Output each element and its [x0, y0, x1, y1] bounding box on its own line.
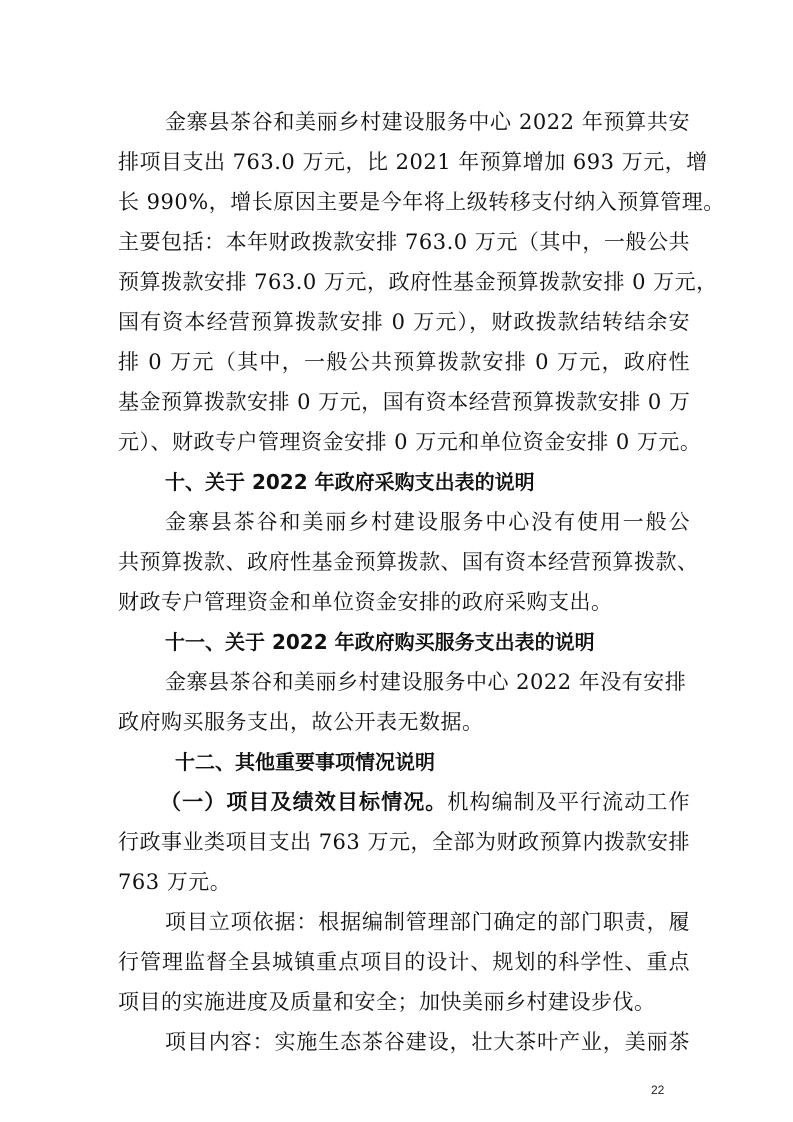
paragraph-line: 主要包括：本年财政拨款安排 763.0 万元（其中，一般公共: [118, 230, 690, 254]
paragraph-line: 基金预算拨款安排 0 万元，国有资本经营预算拨款安排 0 万: [118, 390, 691, 414]
paragraph-line: 排项目支出 763.0 万元，比 2021 年预算增加 693 万元，增: [118, 150, 708, 174]
subsection-text: 机构编制及平行流动工作: [447, 790, 691, 814]
paragraph-line: 金寨县茶谷和美丽乡村建设服务中心 2022 年没有安排: [165, 670, 687, 694]
paragraph-line: 项目内容：实施生态茶谷建设，壮大茶叶产业，美丽茶: [165, 1030, 690, 1054]
paragraph-line: 财政专户管理资金和单位资金安排的政府采购支出。: [118, 590, 613, 614]
paragraph-line: 763 万元。: [118, 870, 232, 894]
paragraph-line: 行政事业类项目支出 763 万元，全部为财政预算内拨款安排: [118, 830, 690, 854]
paragraph-line: 金寨县茶谷和美丽乡村建设服务中心没有使用一般公: [165, 510, 690, 534]
section-heading: 十、关于 2022 年政府采购支出表的说明: [165, 470, 535, 494]
section-heading: 十一、关于 2022 年政府购买服务支出表的说明: [165, 630, 595, 654]
paragraph-line: 项目立项依据：根据编制管理部门确定的部门职责，履: [165, 910, 690, 934]
subsection-title: （一）项目及绩效目标情况。: [160, 790, 448, 814]
paragraph-line: 政府购买服务支出，故公开表无数据。: [118, 710, 484, 734]
paragraph-line: 长 990%，增长原因主要是今年将上级转移支付纳入预算管理。: [118, 190, 725, 214]
paragraph-line: 行管理监督全县城镇重点项目的设计、规划的科学性、重点: [118, 950, 690, 974]
paragraph-line: 金寨县茶谷和美丽乡村建设服务中心 2022 年预算共安: [165, 110, 690, 134]
paragraph-line: 预算拨款安排 763.0 万元，政府性基金预算拨款安排 0 万元，: [118, 270, 718, 294]
paragraph-line: 共预算拨款、政府性基金预算拨款、国有资本经营预算拨款、: [118, 550, 699, 574]
page-number: 22: [651, 1083, 665, 1097]
paragraph-line: 项目的实施进度及质量和安全；加快美丽乡村建设步伐。: [118, 990, 656, 1014]
paragraph-line: 排 0 万元（其中，一般公共预算拨款安排 0 万元，政府性: [118, 350, 690, 374]
section-heading: 十二、其他重要事项情况说明: [175, 750, 435, 774]
paragraph-line: 国有资本经营预算拨款安排 0 万元），财政拨款结转结余安: [118, 310, 690, 334]
subsection-line: [160, 787, 690, 817]
paragraph-line: 元）、财政专户管理资金安排 0 万元和单位资金安排 0 万元。: [118, 430, 702, 454]
